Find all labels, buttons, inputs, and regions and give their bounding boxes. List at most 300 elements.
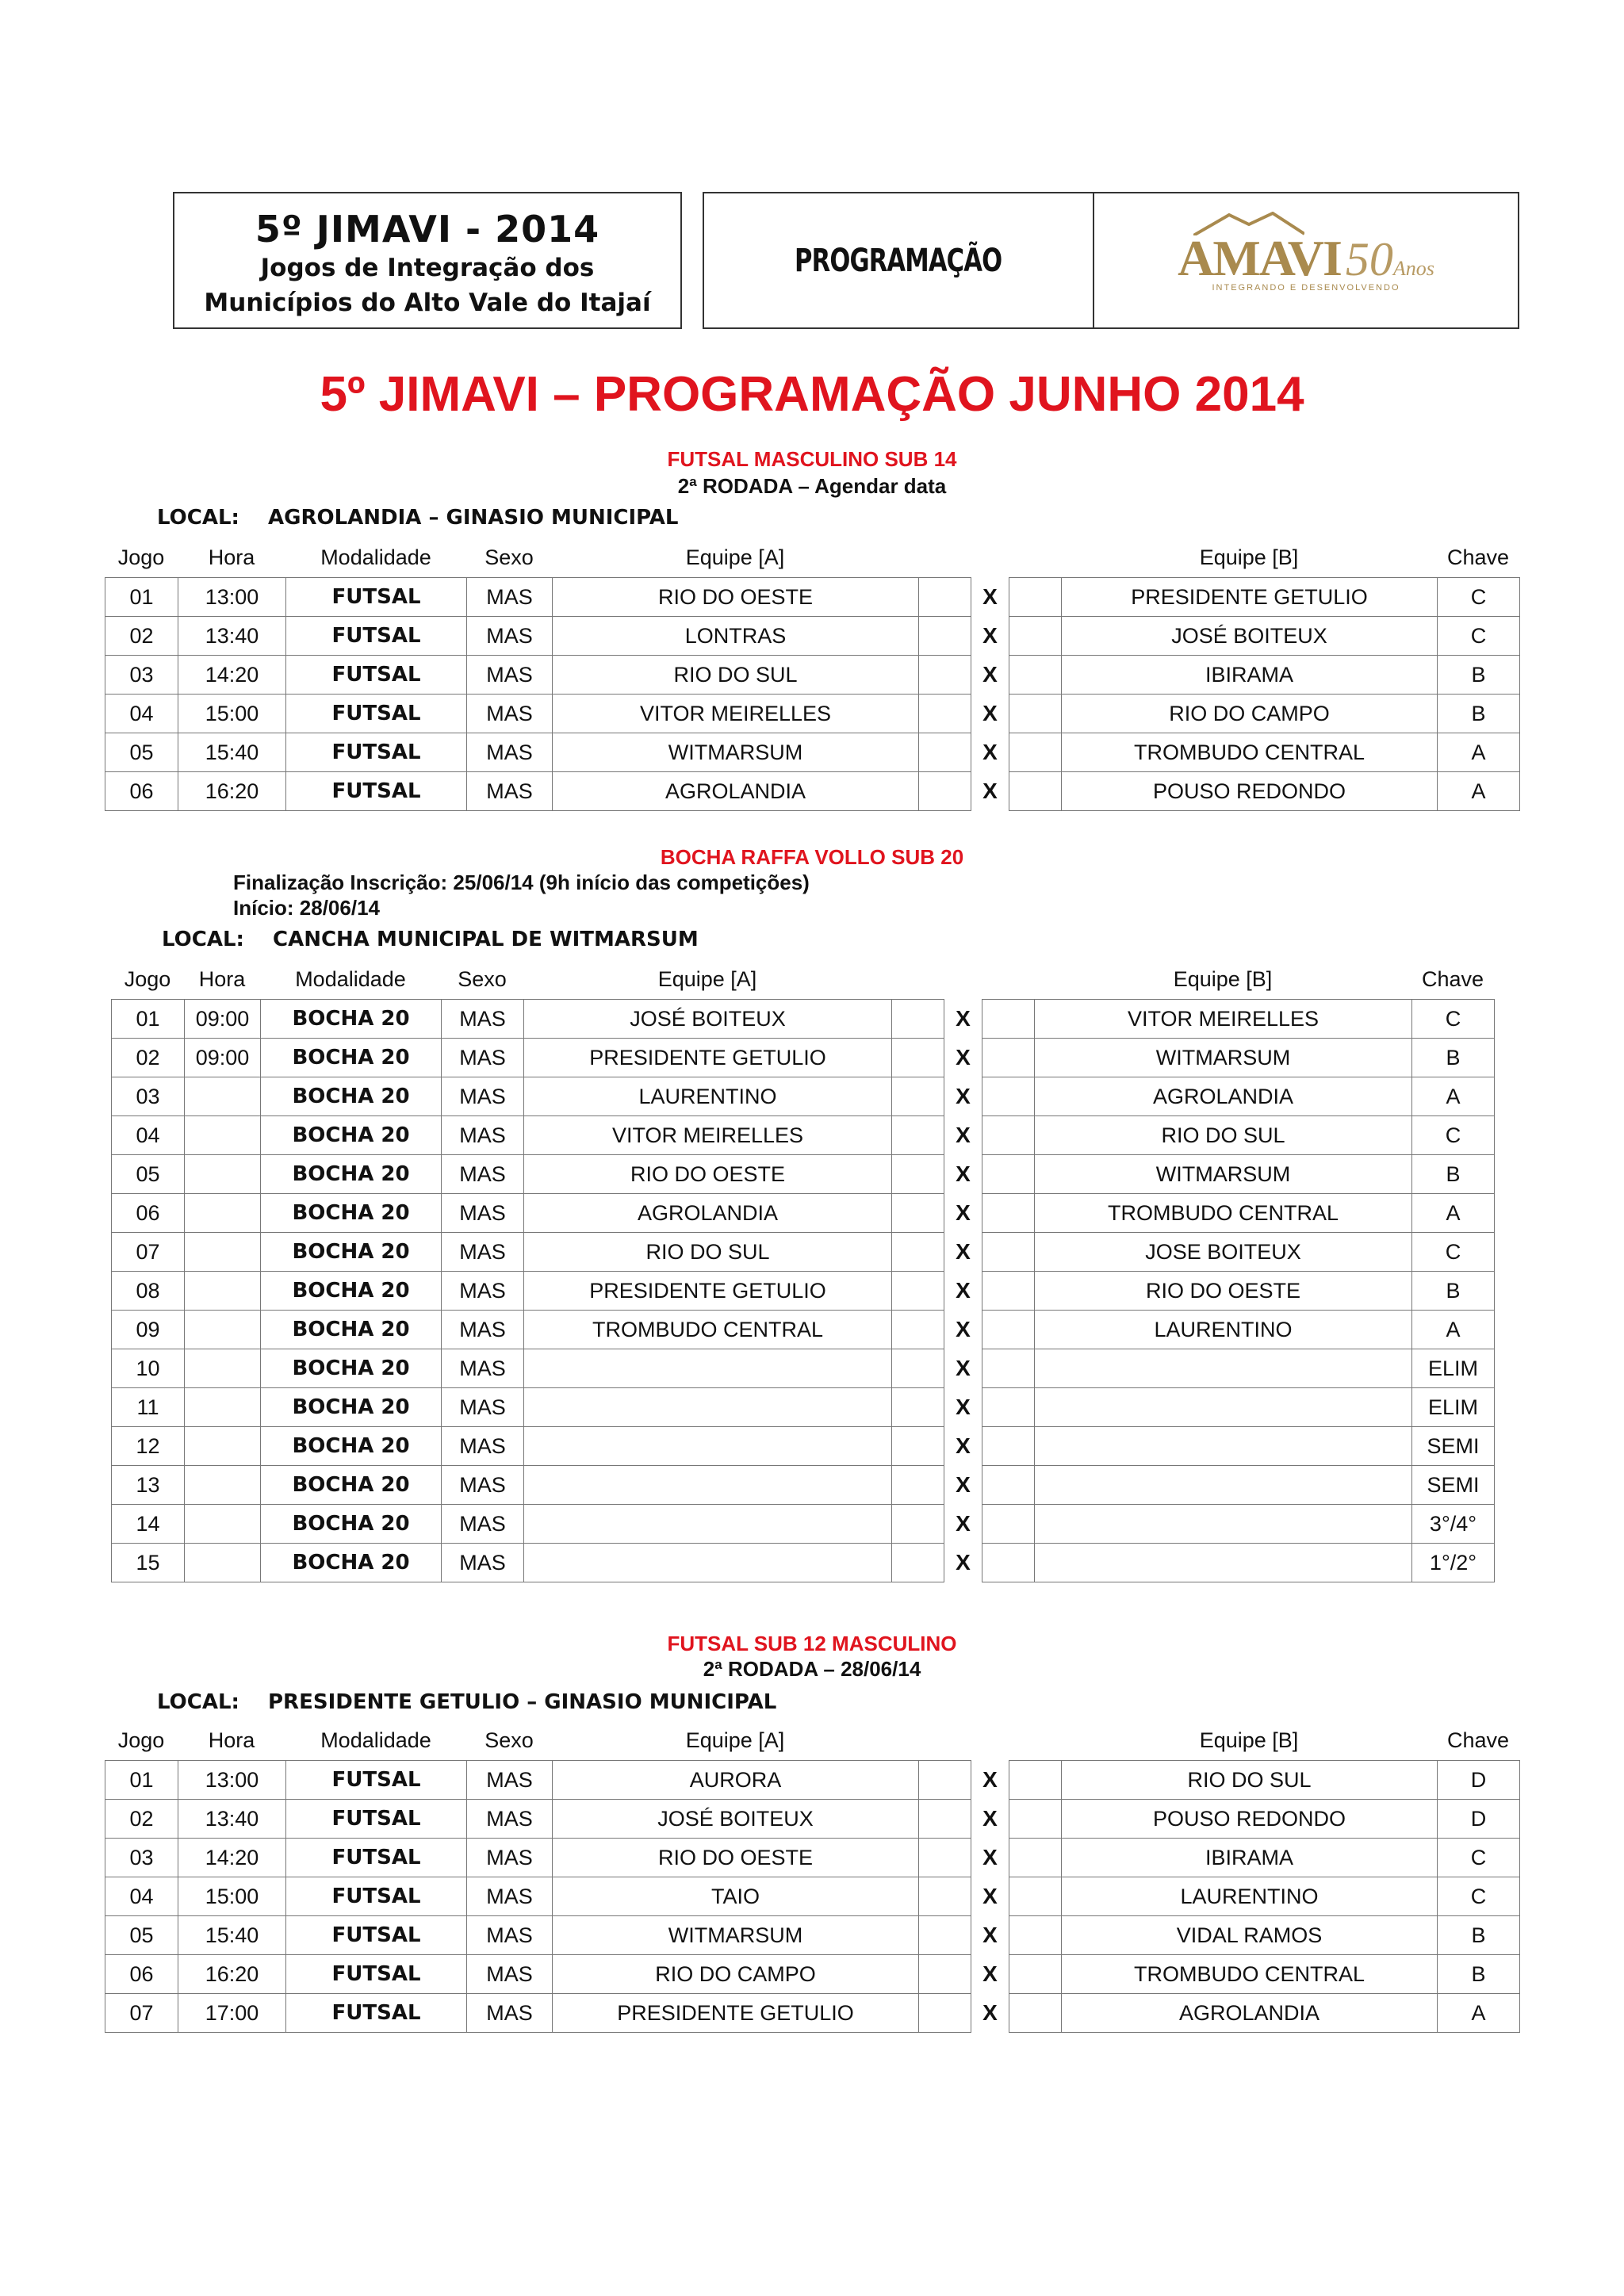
chave-cell: A	[1412, 1311, 1495, 1349]
hora-cell: 13:40	[178, 1800, 286, 1839]
hora-cell	[185, 1388, 261, 1427]
section-1-subtitle: 2ª RODADA – Agendar data	[677, 474, 947, 498]
score-a-cell	[892, 1116, 944, 1155]
modalidade-cell: BOCHA 20	[261, 1466, 442, 1505]
hora-cell: 15:00	[178, 1877, 286, 1916]
score-a-cell	[919, 1916, 971, 1955]
event-title: 5º JIMAVI - 2014	[255, 208, 600, 251]
sexo-cell: MAS	[442, 1000, 524, 1039]
equipe-a-cell	[524, 1427, 892, 1466]
sexo-cell: MAS	[467, 733, 553, 772]
section-2-note1: Finalização Inscrição: 25/06/14 (9h início das competições)	[233, 871, 810, 894]
hora-cell: 15:40	[178, 733, 286, 772]
versus-cell: X	[944, 1194, 982, 1233]
modalidade-cell: FUTSAL	[286, 695, 467, 733]
equipe-b-cell: RIO DO OESTE	[1035, 1272, 1412, 1311]
score-a-cell	[919, 1761, 971, 1800]
score-b-cell	[982, 1116, 1035, 1155]
sexo-cell: MAS	[442, 1466, 524, 1505]
equipe-b-cell: POUSO REDONDO	[1062, 1800, 1438, 1839]
col-equipe-a: Equipe [A]	[685, 1728, 785, 1752]
amavi-logo	[1178, 229, 1434, 293]
versus-cell: X	[971, 733, 1009, 772]
jogo-cell: 10	[112, 1349, 185, 1388]
versus-cell: X	[944, 1505, 982, 1544]
versus-cell: X	[944, 1116, 982, 1155]
section-1-local	[157, 506, 679, 530]
equipe-a-cell: RIO DO OESTE	[553, 1839, 919, 1877]
chave-cell: C	[1438, 578, 1520, 617]
equipe-b-cell: IBIRAMA	[1062, 656, 1438, 695]
versus-cell: X	[944, 1311, 982, 1349]
score-a-cell	[919, 733, 971, 772]
sexo-cell: MAS	[442, 1505, 524, 1544]
hora-cell: 16:20	[178, 1955, 286, 1994]
chave-cell: B	[1412, 1155, 1495, 1194]
jogo-cell: 05	[105, 1916, 178, 1955]
event-subtitle-line1: Jogos de Integração dos	[260, 254, 595, 282]
equipe-a-cell	[524, 1388, 892, 1427]
col-hora: Hora	[198, 967, 246, 991]
versus-cell: X	[971, 1877, 1009, 1916]
section-2-local	[162, 928, 699, 951]
table-row	[112, 1194, 1495, 1233]
jogo-cell: 01	[105, 578, 178, 617]
jogo-cell: 04	[112, 1116, 185, 1155]
sexo-cell: MAS	[442, 1427, 524, 1466]
col-modalidade: Modalidade	[320, 545, 431, 569]
equipe-b-cell: AGROLANDIA	[1035, 1077, 1412, 1116]
table-row	[112, 1505, 1495, 1544]
section-1-table	[105, 577, 1520, 811]
score-b-cell	[982, 1349, 1035, 1388]
hora-cell	[185, 1272, 261, 1311]
sexo-cell: MAS	[467, 578, 553, 617]
chave-cell: SEMI	[1412, 1466, 1495, 1505]
jogo-cell: 13	[112, 1466, 185, 1505]
logo-number: 50	[1345, 232, 1393, 285]
score-a-cell	[892, 1155, 944, 1194]
score-a-cell	[892, 1233, 944, 1272]
chave-cell: C	[1438, 1877, 1520, 1916]
score-a-cell	[892, 1427, 944, 1466]
jogo-cell: 02	[112, 1039, 185, 1077]
versus-cell: X	[971, 656, 1009, 695]
hora-cell: 15:40	[178, 1916, 286, 1955]
col-chave: Chave	[1446, 1728, 1510, 1752]
score-b-cell	[982, 1544, 1035, 1582]
versus-cell: X	[944, 1272, 982, 1311]
local-label: LOCAL:	[157, 1690, 239, 1714]
equipe-a-cell	[524, 1544, 892, 1582]
table-row	[105, 733, 1520, 772]
jogo-cell: 02	[105, 617, 178, 656]
col-chave: Chave	[1421, 967, 1484, 991]
chave-cell: B	[1438, 656, 1520, 695]
score-b-cell	[1009, 617, 1062, 656]
modalidade-cell: BOCHA 20	[261, 1000, 442, 1039]
section-label: PROGRAMAÇÃO	[795, 242, 1002, 279]
score-b-cell	[982, 1311, 1035, 1349]
sexo-cell: MAS	[442, 1039, 524, 1077]
equipe-b-cell: LAURENTINO	[1035, 1311, 1412, 1349]
score-a-cell	[892, 1272, 944, 1311]
table-row	[112, 1466, 1495, 1505]
col-jogo: Jogo	[117, 1728, 165, 1752]
equipe-a-cell: VITOR MEIRELLES	[553, 695, 919, 733]
table-row	[105, 1877, 1520, 1916]
jogo-cell: 15	[112, 1544, 185, 1582]
equipe-a-cell: AGROLANDIA	[553, 772, 919, 811]
table-row	[112, 1233, 1495, 1272]
sexo-cell: MAS	[442, 1155, 524, 1194]
score-a-cell	[919, 1994, 971, 2033]
sexo-cell: MAS	[442, 1194, 524, 1233]
versus-cell: X	[944, 1233, 982, 1272]
hora-cell: 14:20	[178, 656, 286, 695]
score-a-cell	[919, 1800, 971, 1839]
chave-cell: 1°/2°	[1412, 1544, 1495, 1582]
modalidade-cell: FUTSAL	[286, 578, 467, 617]
versus-cell: X	[971, 1839, 1009, 1877]
equipe-b-cell: TROMBUDO CENTRAL	[1062, 733, 1438, 772]
versus-cell: X	[944, 1388, 982, 1427]
table-row	[112, 1349, 1495, 1388]
section-2-title: BOCHA RAFFA VOLLO SUB 20	[660, 845, 964, 869]
equipe-a-cell: VITOR MEIRELLES	[524, 1116, 892, 1155]
local-value: PRESIDENTE GETULIO – GINASIO MUNICIPAL	[268, 1690, 777, 1714]
sexo-cell: MAS	[467, 656, 553, 695]
equipe-b-cell: AGROLANDIA	[1062, 1994, 1438, 2033]
sexo-cell: MAS	[467, 772, 553, 811]
score-a-cell	[892, 1311, 944, 1349]
col-equipe-a: Equipe [A]	[657, 967, 757, 991]
modalidade-cell: BOCHA 20	[261, 1116, 442, 1155]
score-b-cell	[1009, 772, 1062, 811]
table-row	[112, 1039, 1495, 1077]
equipe-a-cell: WITMARSUM	[553, 1916, 919, 1955]
section-2-note2: Início: 28/06/14	[233, 896, 380, 920]
col-hora: Hora	[208, 1728, 255, 1752]
versus-cell: X	[971, 1761, 1009, 1800]
modalidade-cell: BOCHA 20	[261, 1233, 442, 1272]
score-b-cell	[1009, 656, 1062, 695]
hora-cell	[185, 1311, 261, 1349]
modalidade-cell: FUTSAL	[286, 772, 467, 811]
equipe-a-cell: LONTRAS	[553, 617, 919, 656]
chave-cell: ELIM	[1412, 1349, 1495, 1388]
sexo-cell: MAS	[467, 1955, 553, 1994]
score-a-cell	[919, 617, 971, 656]
hora-cell	[185, 1194, 261, 1233]
sexo-cell: MAS	[442, 1544, 524, 1582]
chave-cell: 3°/4°	[1412, 1505, 1495, 1544]
sexo-cell: MAS	[442, 1311, 524, 1349]
score-a-cell	[892, 1000, 944, 1039]
score-a-cell	[919, 1955, 971, 1994]
logo-text: AMAVI	[1178, 229, 1341, 286]
table-row	[112, 1155, 1495, 1194]
hora-cell: 15:00	[178, 695, 286, 733]
score-a-cell	[892, 1544, 944, 1582]
versus-cell: X	[971, 578, 1009, 617]
versus-cell: X	[944, 1000, 982, 1039]
equipe-b-cell: RIO DO SUL	[1035, 1116, 1412, 1155]
hora-cell: 13:40	[178, 617, 286, 656]
equipe-b-cell: TROMBUDO CENTRAL	[1062, 1955, 1438, 1994]
modalidade-cell: FUTSAL	[286, 1761, 467, 1800]
sexo-cell: MAS	[442, 1116, 524, 1155]
hora-cell: 09:00	[185, 1039, 261, 1077]
chave-cell: A	[1412, 1077, 1495, 1116]
modalidade-cell: BOCHA 20	[261, 1194, 442, 1233]
local-value: AGROLANDIA – GINASIO MUNICIPAL	[268, 506, 679, 530]
score-a-cell	[892, 1388, 944, 1427]
mountain-icon	[1193, 212, 1304, 235]
table-row	[105, 617, 1520, 656]
score-b-cell	[1009, 1800, 1062, 1839]
modalidade-cell: FUTSAL	[286, 1877, 467, 1916]
score-a-cell	[919, 578, 971, 617]
sexo-cell: MAS	[442, 1272, 524, 1311]
score-a-cell	[919, 656, 971, 695]
modalidade-cell: FUTSAL	[286, 1916, 467, 1955]
score-a-cell	[919, 772, 971, 811]
equipe-a-cell: LAURENTINO	[524, 1077, 892, 1116]
score-b-cell	[982, 1155, 1035, 1194]
chave-cell: B	[1438, 1955, 1520, 1994]
chave-cell: B	[1412, 1272, 1495, 1311]
hora-cell	[185, 1427, 261, 1466]
jogo-cell: 04	[105, 695, 178, 733]
equipe-a-cell: JOSÉ BOITEUX	[553, 1800, 919, 1839]
score-b-cell	[982, 1466, 1035, 1505]
page-title: 5º JIMAVI – PROGRAMAÇÃO JUNHO 2014	[320, 367, 1304, 422]
chave-cell: B	[1412, 1039, 1495, 1077]
modalidade-cell: BOCHA 20	[261, 1077, 442, 1116]
table-row	[105, 1916, 1520, 1955]
sexo-cell: MAS	[467, 1839, 553, 1877]
score-a-cell	[919, 1839, 971, 1877]
local-label: LOCAL:	[162, 928, 244, 951]
modalidade-cell: BOCHA 20	[261, 1349, 442, 1388]
equipe-b-cell	[1035, 1505, 1412, 1544]
score-b-cell	[1009, 1916, 1062, 1955]
modalidade-cell: FUTSAL	[286, 733, 467, 772]
sexo-cell: MAS	[442, 1233, 524, 1272]
versus-cell: X	[944, 1077, 982, 1116]
table-row	[112, 1077, 1495, 1116]
equipe-b-cell: VITOR MEIRELLES	[1035, 1000, 1412, 1039]
col-equipe-b: Equipe [B]	[1199, 545, 1299, 569]
col-equipe-b: Equipe [B]	[1173, 967, 1273, 991]
versus-cell: X	[944, 1544, 982, 1582]
equipe-a-cell: AGROLANDIA	[524, 1194, 892, 1233]
score-a-cell	[892, 1194, 944, 1233]
jogo-cell: 09	[112, 1311, 185, 1349]
modalidade-cell: FUTSAL	[286, 656, 467, 695]
equipe-b-cell	[1035, 1544, 1412, 1582]
jogo-cell: 14	[112, 1505, 185, 1544]
modalidade-cell: FUTSAL	[286, 1839, 467, 1877]
score-b-cell	[1009, 1761, 1062, 1800]
score-a-cell	[892, 1505, 944, 1544]
jogo-cell: 02	[105, 1800, 178, 1839]
modalidade-cell: FUTSAL	[286, 1800, 467, 1839]
score-b-cell	[1009, 578, 1062, 617]
equipe-b-cell: WITMARSUM	[1035, 1039, 1412, 1077]
equipe-a-cell	[524, 1505, 892, 1544]
chave-cell: C	[1412, 1000, 1495, 1039]
modalidade-cell: BOCHA 20	[261, 1388, 442, 1427]
hora-cell	[185, 1155, 261, 1194]
equipe-a-cell: RIO DO SUL	[553, 656, 919, 695]
equipe-b-cell: WITMARSUM	[1035, 1155, 1412, 1194]
logo-box	[1093, 192, 1519, 329]
score-b-cell	[1009, 695, 1062, 733]
local-label: LOCAL:	[157, 506, 239, 530]
modalidade-cell: BOCHA 20	[261, 1544, 442, 1582]
versus-cell: X	[971, 772, 1009, 811]
equipe-a-cell	[524, 1466, 892, 1505]
chave-cell: C	[1438, 617, 1520, 656]
equipe-b-cell	[1035, 1427, 1412, 1466]
score-b-cell	[982, 1194, 1035, 1233]
hora-cell: 14:20	[178, 1839, 286, 1877]
jogo-cell: 06	[105, 1955, 178, 1994]
sexo-cell: MAS	[467, 617, 553, 656]
table-row	[105, 1761, 1520, 1800]
section-3-subtitle: 2ª RODADA – 28/06/14	[703, 1657, 921, 1681]
equipe-a-cell: RIO DO OESTE	[553, 578, 919, 617]
table-row	[105, 578, 1520, 617]
equipe-a-cell	[524, 1349, 892, 1388]
jogo-cell: 03	[105, 656, 178, 695]
versus-cell: X	[971, 1994, 1009, 2033]
hora-cell: 16:20	[178, 772, 286, 811]
table-row	[112, 1311, 1495, 1349]
equipe-b-cell: JOSÉ BOITEUX	[1062, 617, 1438, 656]
event-subtitle-line2: Municípios do Alto Vale do Itajaí	[204, 289, 651, 317]
versus-cell: X	[944, 1155, 982, 1194]
score-a-cell	[892, 1466, 944, 1505]
jogo-cell: 01	[105, 1761, 178, 1800]
modalidade-cell: BOCHA 20	[261, 1311, 442, 1349]
score-b-cell	[982, 1077, 1035, 1116]
equipe-b-cell: RIO DO SUL	[1062, 1761, 1438, 1800]
modalidade-cell: BOCHA 20	[261, 1427, 442, 1466]
jogo-cell: 01	[112, 1000, 185, 1039]
table-row	[112, 1427, 1495, 1466]
versus-cell: X	[971, 617, 1009, 656]
col-equipe-a: Equipe [A]	[685, 545, 785, 569]
versus-cell: X	[944, 1466, 982, 1505]
local-value: CANCHA MUNICIPAL DE WITMARSUM	[273, 928, 699, 951]
score-b-cell	[1009, 1877, 1062, 1916]
equipe-b-cell: JOSE BOITEUX	[1035, 1233, 1412, 1272]
equipe-b-cell	[1035, 1349, 1412, 1388]
col-sexo: Sexo	[458, 967, 507, 991]
table-row	[105, 1800, 1520, 1839]
col-modalidade: Modalidade	[295, 967, 406, 991]
chave-cell: B	[1438, 1916, 1520, 1955]
jogo-cell: 05	[105, 733, 178, 772]
sexo-cell: MAS	[467, 1994, 553, 2033]
table-row	[112, 1116, 1495, 1155]
equipe-b-cell: VIDAL RAMOS	[1062, 1916, 1438, 1955]
sexo-cell: MAS	[467, 1761, 553, 1800]
col-sexo: Sexo	[485, 545, 534, 569]
equipe-b-cell: TROMBUDO CENTRAL	[1035, 1194, 1412, 1233]
jogo-cell: 11	[112, 1388, 185, 1427]
versus-cell: X	[944, 1349, 982, 1388]
equipe-b-cell: IBIRAMA	[1062, 1839, 1438, 1877]
col-equipe-b: Equipe [B]	[1199, 1728, 1299, 1752]
hora-cell	[185, 1077, 261, 1116]
sexo-cell: MAS	[467, 1877, 553, 1916]
section-label-box	[703, 192, 1094, 329]
table-row	[105, 772, 1520, 811]
equipe-a-cell: PRESIDENTE GETULIO	[553, 1994, 919, 2033]
section-3-table	[105, 1760, 1520, 2033]
score-a-cell	[892, 1349, 944, 1388]
table-row	[105, 695, 1520, 733]
col-chave: Chave	[1446, 545, 1510, 569]
equipe-a-cell: RIO DO CAMPO	[553, 1955, 919, 1994]
hora-cell: 13:00	[178, 578, 286, 617]
equipe-a-cell: AURORA	[553, 1761, 919, 1800]
hora-cell: 17:00	[178, 1994, 286, 2033]
score-b-cell	[1009, 1839, 1062, 1877]
hora-cell: 13:00	[178, 1761, 286, 1800]
score-b-cell	[982, 1233, 1035, 1272]
hora-cell	[185, 1544, 261, 1582]
chave-cell: D	[1438, 1761, 1520, 1800]
chave-cell: A	[1438, 1994, 1520, 2033]
equipe-b-cell	[1035, 1388, 1412, 1427]
score-a-cell	[892, 1077, 944, 1116]
table-row	[112, 1000, 1495, 1039]
modalidade-cell: FUTSAL	[286, 617, 467, 656]
jogo-cell: 07	[112, 1233, 185, 1272]
jogo-cell: 06	[105, 772, 178, 811]
equipe-a-cell: RIO DO OESTE	[524, 1155, 892, 1194]
chave-cell: A	[1412, 1194, 1495, 1233]
sexo-cell: MAS	[442, 1077, 524, 1116]
equipe-b-cell	[1035, 1466, 1412, 1505]
sexo-cell: MAS	[467, 695, 553, 733]
section-3-local	[157, 1690, 776, 1714]
equipe-b-cell: RIO DO CAMPO	[1062, 695, 1438, 733]
chave-cell: A	[1438, 733, 1520, 772]
chave-cell: A	[1438, 772, 1520, 811]
equipe-b-cell: PRESIDENTE GETULIO	[1062, 578, 1438, 617]
score-a-cell	[919, 695, 971, 733]
table-row	[105, 1839, 1520, 1877]
hora-cell: 09:00	[185, 1000, 261, 1039]
score-b-cell	[1009, 1994, 1062, 2033]
jogo-cell: 04	[105, 1877, 178, 1916]
table-row	[105, 1955, 1520, 1994]
chave-cell: ELIM	[1412, 1388, 1495, 1427]
logo-anos: Anos	[1392, 256, 1434, 280]
score-a-cell	[892, 1039, 944, 1077]
col-sexo: Sexo	[485, 1728, 534, 1752]
sexo-cell: MAS	[442, 1388, 524, 1427]
table-row	[112, 1272, 1495, 1311]
equipe-b-cell: LAURENTINO	[1062, 1877, 1438, 1916]
equipe-a-cell: TROMBUDO CENTRAL	[524, 1311, 892, 1349]
